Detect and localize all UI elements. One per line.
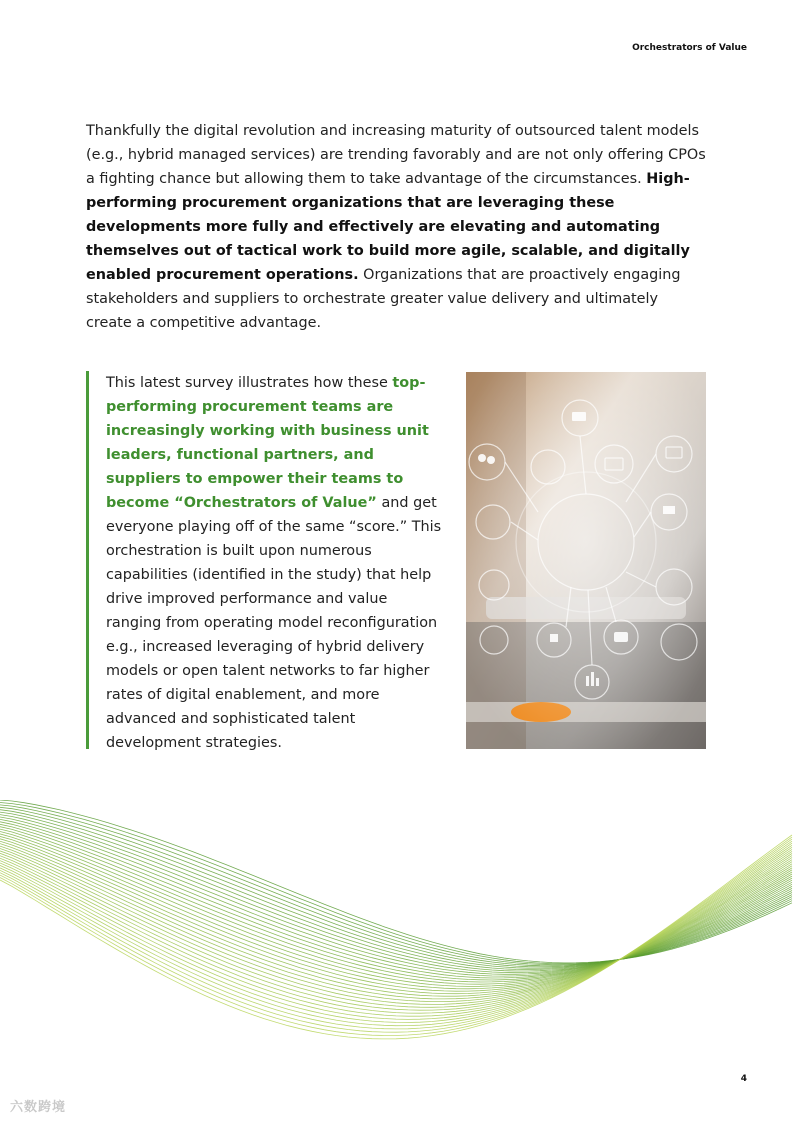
quote-rest: and get everyone playing off of the same “score.” This orchestration is built upon numerous capabilities (identified in the study) that help drive improved performance and value ranging from operating model reconfiguration e.g., increased leveraging of hybrid delivery models or open talent networks to far higher rates of digital enablement, and more advanced and sophisticated talent development strategies. — [106, 495, 442, 751]
intro-text-1: Thankfully the digital revolution and increasing maturity of outsourced talent models (e.g., hybrid managed services) are trending favorably and are not only offering CPOs a fighting chance but allowing them to take advantage of the circumstances. — [86, 123, 706, 187]
page-number: 4 — [740, 1074, 747, 1084]
wave-line — [0, 832, 792, 983]
quote-highlight: top-performing procurement teams are increasingly working with business unit leaders, functional partners, and suppliers to empower their teams to become “Orchestrators of Value” — [106, 375, 429, 511]
tablet-network-photo — [466, 372, 706, 749]
wave-line — [0, 819, 792, 972]
wave-line — [0, 827, 792, 978]
pull-quote — [106, 371, 446, 755]
running-header: Orchestrators of Value — [632, 43, 747, 53]
quote-lead: This latest survey illustrates how these — [106, 375, 393, 391]
intro-bold-text: High-performing procurement organizations that are leveraging these developments more fully and effectively are elevating and automating themselves out of tactical work to build more agile, scalable, and digitally enabled procurement operations. — [86, 171, 690, 283]
wave-line — [0, 844, 792, 994]
decorative-green-wave — [0, 800, 793, 1060]
intro-paragraph — [86, 119, 708, 335]
quote-accent-bar — [86, 371, 89, 749]
watermark-text: 六数跨境 — [10, 1100, 67, 1115]
wave-line — [0, 839, 792, 989]
photo-illustration — [466, 372, 706, 749]
intro-text-2: Organizations that are proactively engaging stakeholders and suppliers to orchestrate greater value delivery and ultimately create a competitive advantage. — [86, 267, 681, 331]
